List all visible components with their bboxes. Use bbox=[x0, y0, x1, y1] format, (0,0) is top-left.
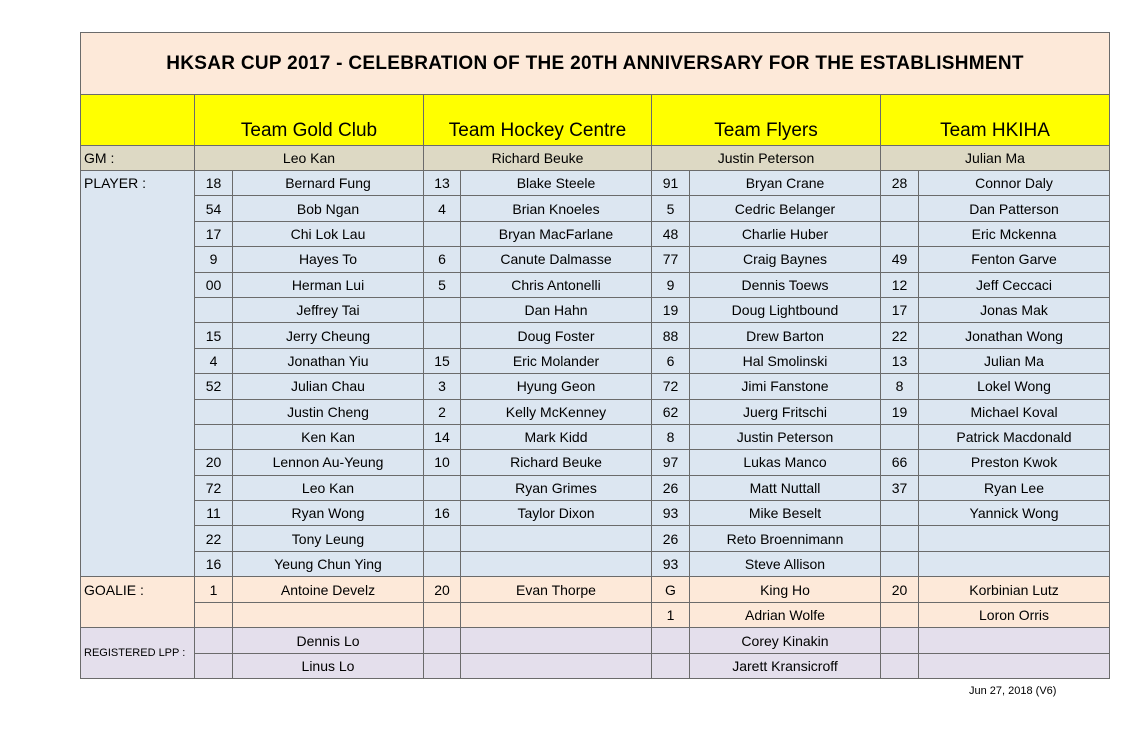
player-name: Dennis Lo bbox=[233, 628, 424, 654]
player-name bbox=[919, 551, 1110, 576]
player-row bbox=[81, 526, 1110, 551]
jersey-number: 20 bbox=[424, 577, 461, 603]
player-name: Leo Kan bbox=[233, 475, 424, 500]
jersey-number: 5 bbox=[652, 196, 690, 221]
player-name: Chi Lok Lau bbox=[233, 221, 424, 246]
player-row-label: PLAYER : bbox=[81, 171, 195, 196]
gm-name: Richard Beuke bbox=[424, 146, 652, 171]
jersey-number bbox=[881, 221, 919, 246]
player-name: Doug Lightbound bbox=[690, 297, 881, 322]
jersey-number bbox=[881, 196, 919, 221]
jersey-number: 72 bbox=[652, 374, 690, 399]
jersey-number bbox=[881, 628, 919, 654]
player-name: Drew Barton bbox=[690, 323, 881, 348]
player-row bbox=[81, 272, 1110, 297]
jersey-number bbox=[424, 653, 461, 679]
jersey-number: 12 bbox=[881, 272, 919, 297]
jersey-number bbox=[195, 628, 233, 654]
jersey-number: 66 bbox=[881, 450, 919, 475]
player-name bbox=[919, 653, 1110, 679]
jersey-number bbox=[424, 602, 461, 628]
player-name: Jeffrey Tai bbox=[233, 297, 424, 322]
player-name: Dan Hahn bbox=[461, 297, 652, 322]
jersey-number: 13 bbox=[424, 171, 461, 196]
player-name: Jerry Cheung bbox=[233, 323, 424, 348]
label-cell-blank bbox=[81, 526, 195, 551]
player-name: Yeung Chun Ying bbox=[233, 551, 424, 576]
player-name: Reto Broennimann bbox=[690, 526, 881, 551]
player-name: Bernard Fung bbox=[233, 171, 424, 196]
jersey-number: 2 bbox=[424, 399, 461, 424]
player-row bbox=[81, 374, 1110, 399]
jersey-number: 4 bbox=[195, 348, 233, 373]
team-name: Team Hockey Centre bbox=[424, 95, 652, 146]
jersey-number bbox=[881, 424, 919, 449]
player-name: Loron Orris bbox=[919, 602, 1110, 628]
jersey-number: 77 bbox=[652, 247, 690, 272]
jersey-number: 62 bbox=[652, 399, 690, 424]
gm-label: GM : bbox=[81, 146, 195, 171]
jersey-number: G bbox=[652, 577, 690, 603]
label-cell-blank bbox=[81, 221, 195, 246]
player-name: Fenton Garve bbox=[919, 247, 1110, 272]
player-name: Justin Cheng bbox=[233, 399, 424, 424]
jersey-number: 19 bbox=[881, 399, 919, 424]
player-row bbox=[81, 399, 1110, 424]
player-row bbox=[81, 297, 1110, 322]
lpp-label: REGISTERED LPP : bbox=[81, 628, 195, 679]
gm-row bbox=[81, 146, 1110, 171]
player-row bbox=[81, 348, 1110, 373]
player-name: Korbinian Lutz bbox=[919, 577, 1110, 603]
player-name: Connor Daly bbox=[919, 171, 1110, 196]
player-row bbox=[81, 196, 1110, 221]
player-name: Julian Ma bbox=[919, 348, 1110, 373]
player-name: Charlie Huber bbox=[690, 221, 881, 246]
player-name: Preston Kwok bbox=[919, 450, 1110, 475]
jersey-number: 52 bbox=[195, 374, 233, 399]
jersey-number bbox=[195, 424, 233, 449]
jersey-number: 37 bbox=[881, 475, 919, 500]
label-cell-blank bbox=[81, 374, 195, 399]
player-name bbox=[919, 526, 1110, 551]
jersey-number: 11 bbox=[195, 501, 233, 526]
player-name: Herman Lui bbox=[233, 272, 424, 297]
jersey-number: 14 bbox=[424, 424, 461, 449]
label-cell-blank bbox=[81, 399, 195, 424]
team-header-blank bbox=[81, 95, 195, 146]
player-name: Jonas Mak bbox=[919, 297, 1110, 322]
jersey-number: 20 bbox=[195, 450, 233, 475]
jersey-number bbox=[652, 653, 690, 679]
player-name: Lokel Wong bbox=[919, 374, 1110, 399]
player-name: Eric Mckenna bbox=[919, 221, 1110, 246]
player-name: Jimi Fanstone bbox=[690, 374, 881, 399]
jersey-number: 9 bbox=[195, 247, 233, 272]
player-name bbox=[461, 602, 652, 628]
player-name bbox=[461, 628, 652, 654]
jersey-number: 5 bbox=[424, 272, 461, 297]
player-name: Kelly McKenney bbox=[461, 399, 652, 424]
jersey-number bbox=[195, 297, 233, 322]
player-name: Matt Nuttall bbox=[690, 475, 881, 500]
player-name: Ken Kan bbox=[233, 424, 424, 449]
player-name: Hyung Geon bbox=[461, 374, 652, 399]
player-name: Taylor Dixon bbox=[461, 501, 652, 526]
player-name: Brian Knoeles bbox=[461, 196, 652, 221]
jersey-number bbox=[881, 551, 919, 576]
player-name: Hayes To bbox=[233, 247, 424, 272]
jersey-number bbox=[195, 653, 233, 679]
jersey-number: 26 bbox=[652, 526, 690, 551]
player-row bbox=[81, 323, 1110, 348]
team-name: Team HKIHA bbox=[881, 95, 1110, 146]
label-cell-blank bbox=[81, 450, 195, 475]
jersey-number: 3 bbox=[424, 374, 461, 399]
lpp-row bbox=[81, 653, 1110, 679]
jersey-number: 15 bbox=[424, 348, 461, 373]
player-name: Jarett Kransicroff bbox=[690, 653, 881, 679]
player-name: Blake Steele bbox=[461, 171, 652, 196]
player-name: Jonathan Yiu bbox=[233, 348, 424, 373]
jersey-number: 20 bbox=[881, 577, 919, 603]
jersey-number: 48 bbox=[652, 221, 690, 246]
label-cell-blank bbox=[81, 297, 195, 322]
goalie-row bbox=[81, 577, 1110, 603]
player-name: Jeff Ceccaci bbox=[919, 272, 1110, 297]
player-name: Eric Molander bbox=[461, 348, 652, 373]
label-cell-blank bbox=[81, 247, 195, 272]
player-name bbox=[461, 526, 652, 551]
player-name bbox=[461, 551, 652, 576]
version-date: Jun 27, 2018 (V6) bbox=[969, 685, 1057, 697]
player-name: Mike Beselt bbox=[690, 501, 881, 526]
player-name: Hal Smolinski bbox=[690, 348, 881, 373]
jersey-number: 6 bbox=[424, 247, 461, 272]
jersey-number bbox=[424, 628, 461, 654]
player-row bbox=[81, 475, 1110, 500]
jersey-number bbox=[424, 475, 461, 500]
jersey-number bbox=[881, 501, 919, 526]
jersey-number: 22 bbox=[881, 323, 919, 348]
player-name bbox=[461, 653, 652, 679]
jersey-number: 93 bbox=[652, 501, 690, 526]
jersey-number: 17 bbox=[195, 221, 233, 246]
jersey-number: 9 bbox=[652, 272, 690, 297]
player-name: Cedric Belanger bbox=[690, 196, 881, 221]
title-row bbox=[81, 33, 1110, 95]
jersey-number bbox=[195, 399, 233, 424]
jersey-number: 6 bbox=[652, 348, 690, 373]
player-name: Richard Beuke bbox=[461, 450, 652, 475]
goalie-row bbox=[81, 602, 1110, 628]
team-header-row bbox=[81, 95, 1110, 146]
gm-name: Leo Kan bbox=[195, 146, 424, 171]
player-name: Steve Allison bbox=[690, 551, 881, 576]
jersey-number bbox=[881, 653, 919, 679]
player-name: Bryan MacFarlane bbox=[461, 221, 652, 246]
label-cell-blank bbox=[81, 272, 195, 297]
team-name: Team Gold Club bbox=[195, 95, 424, 146]
jersey-number: 28 bbox=[881, 171, 919, 196]
goalie-row-label: GOALIE : bbox=[81, 577, 195, 603]
jersey-number: 54 bbox=[195, 196, 233, 221]
player-name: Craig Baynes bbox=[690, 247, 881, 272]
player-row bbox=[81, 424, 1110, 449]
gm-name: Justin Peterson bbox=[652, 146, 881, 171]
player-name: Bryan Crane bbox=[690, 171, 881, 196]
jersey-number bbox=[881, 526, 919, 551]
label-cell-blank bbox=[81, 348, 195, 373]
jersey-number: 4 bbox=[424, 196, 461, 221]
player-row bbox=[81, 247, 1110, 272]
jersey-number: 22 bbox=[195, 526, 233, 551]
player-name: Chris Antonelli bbox=[461, 272, 652, 297]
jersey-number: 26 bbox=[652, 475, 690, 500]
player-row bbox=[81, 450, 1110, 475]
player-name: Linus Lo bbox=[233, 653, 424, 679]
player-name: Tony Leung bbox=[233, 526, 424, 551]
player-row bbox=[81, 551, 1110, 576]
player-name: Patrick Macdonald bbox=[919, 424, 1110, 449]
lpp-row bbox=[81, 628, 1110, 654]
jersey-number: 16 bbox=[424, 501, 461, 526]
jersey-number bbox=[424, 297, 461, 322]
player-name bbox=[233, 602, 424, 628]
player-name: Adrian Wolfe bbox=[690, 602, 881, 628]
player-name: King Ho bbox=[690, 577, 881, 603]
jersey-number bbox=[881, 602, 919, 628]
player-name: Doug Foster bbox=[461, 323, 652, 348]
label-cell-blank bbox=[81, 196, 195, 221]
sheet-title: HKSAR CUP 2017 - CELEBRATION OF THE 20TH ANNIVERSARY FOR THE ESTABLISHMENT bbox=[81, 33, 1110, 95]
player-name: Ryan Grimes bbox=[461, 475, 652, 500]
jersey-number: 93 bbox=[652, 551, 690, 576]
label-cell-blank bbox=[81, 424, 195, 449]
jersey-number: 97 bbox=[652, 450, 690, 475]
jersey-number: 91 bbox=[652, 171, 690, 196]
jersey-number bbox=[195, 602, 233, 628]
player-name: Juerg Fritschi bbox=[690, 399, 881, 424]
player-name: Evan Thorpe bbox=[461, 577, 652, 603]
jersey-number: 88 bbox=[652, 323, 690, 348]
label-cell-blank bbox=[81, 323, 195, 348]
jersey-number bbox=[424, 323, 461, 348]
jersey-number: 19 bbox=[652, 297, 690, 322]
jersey-number bbox=[424, 221, 461, 246]
jersey-number bbox=[652, 628, 690, 654]
jersey-number: 15 bbox=[195, 323, 233, 348]
player-name: Jonathan Wong bbox=[919, 323, 1110, 348]
player-row bbox=[81, 171, 1110, 196]
jersey-number: 8 bbox=[652, 424, 690, 449]
label-cell-blank bbox=[81, 501, 195, 526]
jersey-number: 1 bbox=[652, 602, 690, 628]
jersey-number: 49 bbox=[881, 247, 919, 272]
player-name: Lennon Au-Yeung bbox=[233, 450, 424, 475]
player-name: Ryan Lee bbox=[919, 475, 1110, 500]
label-cell-blank bbox=[81, 475, 195, 500]
jersey-number bbox=[424, 526, 461, 551]
player-row bbox=[81, 501, 1110, 526]
label-cell-blank bbox=[81, 602, 195, 628]
player-name: Antoine Develz bbox=[233, 577, 424, 603]
jersey-number: 1 bbox=[195, 577, 233, 603]
player-name: Yannick Wong bbox=[919, 501, 1110, 526]
jersey-number: 10 bbox=[424, 450, 461, 475]
jersey-number: 18 bbox=[195, 171, 233, 196]
team-name: Team Flyers bbox=[652, 95, 881, 146]
player-name: Corey Kinakin bbox=[690, 628, 881, 654]
player-name: Justin Peterson bbox=[690, 424, 881, 449]
player-name: Mark Kidd bbox=[461, 424, 652, 449]
player-name: Bob Ngan bbox=[233, 196, 424, 221]
roster-table bbox=[80, 32, 1110, 679]
player-name: Michael Koval bbox=[919, 399, 1110, 424]
gm-name: Julian Ma bbox=[881, 146, 1110, 171]
jersey-number bbox=[424, 551, 461, 576]
jersey-number: 8 bbox=[881, 374, 919, 399]
player-name: Canute Dalmasse bbox=[461, 247, 652, 272]
player-name: Dennis Toews bbox=[690, 272, 881, 297]
player-name bbox=[919, 628, 1110, 654]
player-name: Dan Patterson bbox=[919, 196, 1110, 221]
jersey-number: 72 bbox=[195, 475, 233, 500]
jersey-number: 13 bbox=[881, 348, 919, 373]
player-row bbox=[81, 221, 1110, 246]
jersey-number: 00 bbox=[195, 272, 233, 297]
player-name: Ryan Wong bbox=[233, 501, 424, 526]
label-cell-blank bbox=[81, 551, 195, 576]
player-name: Lukas Manco bbox=[690, 450, 881, 475]
jersey-number: 16 bbox=[195, 551, 233, 576]
player-name: Julian Chau bbox=[233, 374, 424, 399]
jersey-number: 17 bbox=[881, 297, 919, 322]
